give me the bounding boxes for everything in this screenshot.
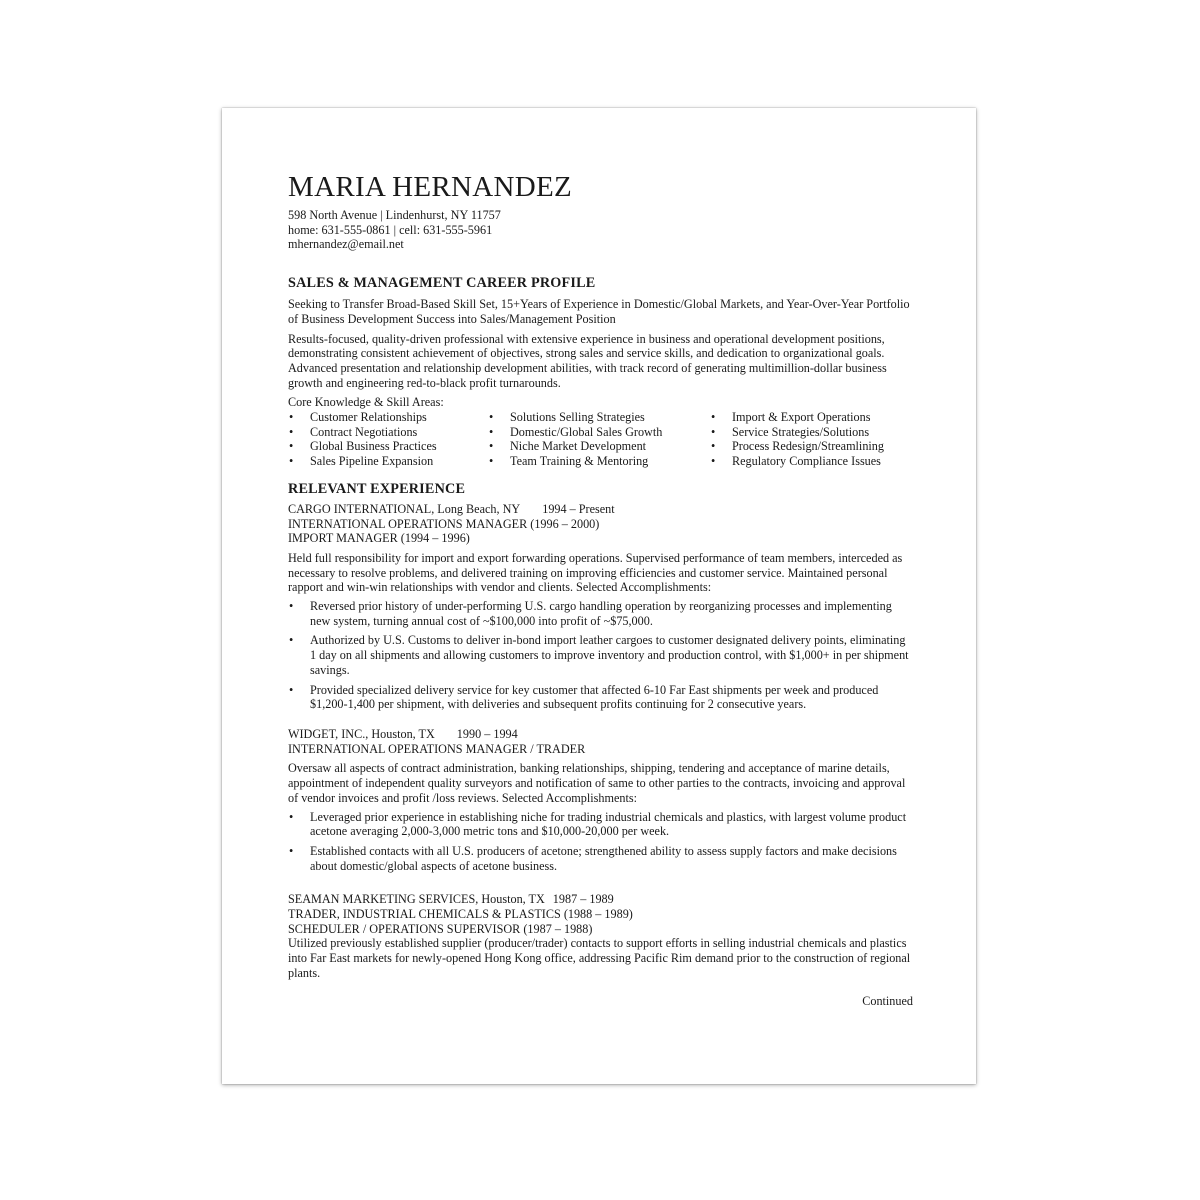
- job-position: INTERNATIONAL OPERATIONS MANAGER / TRADER: [288, 741, 586, 756]
- email-line: mhernandez@email.net: [288, 237, 404, 252]
- job-description: Utilized previously established supplier (producer/trader) contacts to support efforts in selling industrial chemicals and plastics into Far East markets for newly-opened Hong Kong office, addressing Pacific Rim demand prior to the construction of regional plants.: [288, 936, 911, 980]
- address-line: 598 North Avenue | Lindenhurst, NY 11757: [288, 208, 501, 222]
- job-company: SEAMAN MARKETING SERVICES, Houston, TX: [288, 892, 545, 907]
- job-company: CARGO INTERNATIONAL, Long Beach, NY: [288, 501, 521, 516]
- resume-page: [222, 108, 976, 1084]
- skills-label: Core Knowledge & Skill Areas:: [288, 395, 444, 410]
- job-position: IMPORT MANAGER (1994 – 1996): [288, 531, 470, 546]
- skills-column-1: [288, 410, 488, 469]
- skill-item: • Domestic/Global Sales Growth: [488, 425, 710, 440]
- phone-line: home: 631-555-0861 | cell: 631-555-5961: [288, 222, 493, 237]
- job-dates: 1994 – Present: [542, 501, 615, 516]
- skill-item: • Team Training & Mentoring: [488, 454, 710, 469]
- experience-heading: RELEVANT EXPERIENCE: [288, 480, 466, 497]
- accomplishment-item: • Leveraged prior experience in establishing niche for trading industrial chemicals and plastics, with largest volume product acetone averaging 2,000-3,000 metric tons and $10,000-20,000 per week.: [288, 810, 913, 839]
- job-description: Oversaw all aspects of contract administration, banking relationships, shipping, tendering and acceptance of marine details, appointment of independent quality surveyors and notification of same to other parties to the contracts, invoicing and approval of vendor invoices and profit /loss reviews. Selected Accomplishments:: [288, 761, 906, 805]
- accomplishment-list: [288, 599, 913, 712]
- skill-item: • Contract Negotiations: [288, 425, 488, 440]
- job-company: WIDGET, INC., Houston, TX: [288, 726, 435, 741]
- job-description: Held full responsibility for import and export forwarding operations. Supervised performance of team members, interceded as necessary to resolve problems, and delivered training on improving efficiencies and customer service. Maintained personal rapport and win-win relationships with vendor and clients. Selected Accomplishments:: [288, 550, 903, 595]
- skill-item: • Service Strategies/Solutions: [710, 425, 910, 440]
- skills-grid: [288, 410, 913, 469]
- accomplishment-item: • Provided specialized delivery service for key customer that affected 6-10 Far East shipments per week and produced $1,200-1,400 per shipment, with deliveries and subsequent profits continuing for 2 consecutive years.: [288, 683, 913, 712]
- accomplishment-item: • Authorized by U.S. Customs to deliver in-bond import leather cargoes to customer designated delivery points, eliminating 1 day on all shipments and allowing customers to improve inventory and production control, with $1,000+ in per shipment savings.: [288, 633, 913, 677]
- profile-summary: Results-focused, quality-driven professional with extensive experience in business and operational development positions, demonstrating consistent achievement of objectives, strong sales and service skills, and dedication to organizational goals. Advanced presentation and relationship development abilities, with track record of generating multimillion-dollar business growth and engineering red-to-black profit turnarounds.: [288, 331, 887, 390]
- job-dates: 1987 – 1989: [552, 892, 614, 907]
- job-header: [288, 502, 913, 546]
- job-entry: [288, 892, 913, 980]
- skills-column-3: [710, 410, 910, 469]
- skill-item: • Niche Market Development: [488, 439, 710, 454]
- job-entry: [288, 502, 913, 712]
- candidate-name: MARIA HERNANDEZ: [288, 171, 573, 203]
- profile-heading: SALES & MANAGEMENT CAREER PROFILE: [288, 275, 596, 292]
- skill-item: • Global Business Practices: [288, 439, 488, 454]
- accomplishment-list: [288, 810, 913, 874]
- resume-content: [288, 170, 913, 1008]
- contact-block: [288, 208, 913, 252]
- job-entry: [288, 727, 913, 873]
- skills-column-2: [488, 410, 710, 469]
- job-header: [288, 727, 913, 756]
- profile-objective: Seeking to Transfer Broad-Based Skill Set, 15+Years of Experience in Domestic/Global Markets, and Year-Over-Year Portfolio of Business Development Success into Sales/Management Position: [288, 297, 910, 326]
- accomplishment-item: • Established contacts with all U.S. producers of acetone; strengthened ability to assess supply factors and make decisions about domestic/global aspects of acetone business.: [288, 844, 913, 873]
- skill-item: • Regulatory Compliance Issues: [710, 454, 910, 469]
- job-position: SCHEDULER / OPERATIONS SUPERVISOR (1987 – 1988): [288, 921, 593, 936]
- skill-item: • Sales Pipeline Expansion: [288, 454, 488, 469]
- job-header: [288, 892, 913, 936]
- continued-note: Continued: [862, 993, 913, 1008]
- skill-item: • Customer Relationships: [288, 410, 488, 425]
- skills-section: [288, 395, 913, 469]
- job-position: INTERNATIONAL OPERATIONS MANAGER (1996 – 2000): [288, 516, 600, 531]
- job-position: TRADER, INDUSTRIAL CHEMICALS & PLASTICS (1988 – 1989): [288, 907, 633, 922]
- skill-item: • Solutions Selling Strategies: [488, 410, 710, 425]
- skill-item: • Import & Export Operations: [710, 410, 910, 425]
- accomplishment-item: • Reversed prior history of under-performing U.S. cargo handling operation by reorganizing processes and implementing new system, turning annual cost of ~$100,000 into profit of ~$75,000.: [288, 599, 913, 628]
- skill-item: • Process Redesign/Streamlining: [710, 439, 910, 454]
- job-dates: 1990 – 1994: [456, 726, 518, 741]
